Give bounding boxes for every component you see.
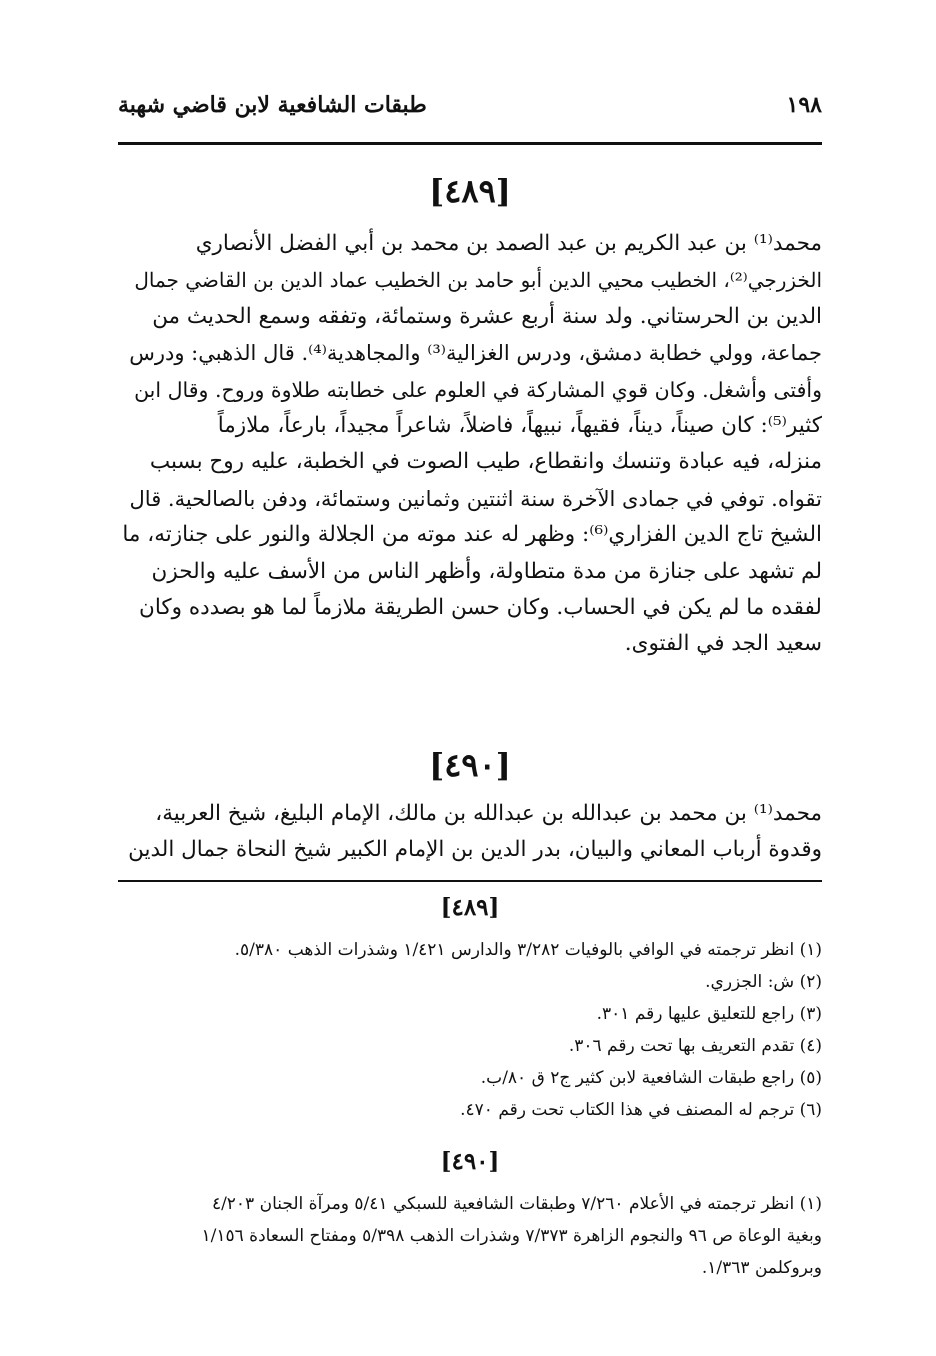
header-rule bbox=[118, 142, 822, 145]
text-line: لفقده ما لم يكن في الحساب. وكان حسن الطريقة ملازماً لما هو بصدده وكان bbox=[139, 594, 822, 620]
text-line: محمد⁽¹⁾ بن محمد بن عبدالله بن عبدالله بن مالك، الإمام البليغ، شيخ العربية، bbox=[155, 801, 822, 826]
footnote: (٤) تقدم التعريف بها تحت رقم ٣٠٦. bbox=[568, 1036, 822, 1056]
footnote: (١) انظر ترجمته في الوافي بالوفيات ٣/٢٨٢ والدارس ١/٤٢١ وشذرات الذهب ٥/٣٨٠. bbox=[234, 940, 822, 960]
text-line: لم تشهد على جنازة من مدة متطاولة، وأظهر الناس من الأسف عليه والحزن bbox=[151, 558, 822, 584]
footnote: (١) انظر ترجمته في الأعلام ٧/٢٦٠ وطبقات الشافعية للسبكي ٥/٤١ ومرآة الجنان ٤/٢٠٣ bbox=[211, 1194, 822, 1214]
page-header bbox=[118, 92, 822, 122]
footnote-heading-489: [٤٨٩] bbox=[440, 894, 500, 921]
book-title: طبقات الشافعية لابن قاضي شهبة bbox=[118, 92, 427, 118]
footnote: (٣) راجع للتعليق عليها رقم ٣٠١. bbox=[596, 1004, 822, 1024]
page-number: ١٩٨ bbox=[786, 92, 822, 118]
footnote: (٥) راجع طبقات الشافعية لابن كثير ج٢ ق ٨٠/ب. bbox=[480, 1068, 822, 1088]
footnotes-490 bbox=[118, 1188, 822, 1284]
text-line: وأفتى وأشغل. وكان قوي المشاركة في العلوم على خطابته طلاوة وروح. وقال ابن bbox=[134, 377, 822, 402]
footnote: (٢) ش: الجزري. bbox=[705, 972, 822, 992]
text-line: جماعة، وولي خطابة دمشق، ودرس الغزالية⁽³⁾ والمجاهدية⁽⁴⁾. قال الذهبي: ودرس bbox=[129, 341, 822, 366]
entry-body-489 bbox=[118, 226, 822, 663]
text-line: محمد⁽¹⁾ بن عبد الكريم بن عبد الصمد بن محمد بن أبي الفضل الأنصاري bbox=[195, 231, 822, 256]
footnote-rule bbox=[118, 880, 822, 882]
footnote-heading-490: [٤٩٠] bbox=[440, 1148, 500, 1175]
entry-heading-490: [٤٩٠] bbox=[429, 746, 511, 784]
text-line: وقدوة أرباب المعاني والبيان، بدر الدين بن الإمام الكبير شيخ النحاة جمال الدين bbox=[128, 837, 822, 863]
text-line: كثير⁽⁵⁾: كان صيناً، ديناً، فقيهاً، نبيهاً، فاضلاً، شاعراً مجيداً، بارعاً، ملازماً bbox=[217, 412, 822, 438]
entry-body-490 bbox=[118, 796, 822, 869]
footnote: وبغية الوعاة ص ٩٦ والنجوم الزاهرة ٧/٣٧٣ وشذرات الذهب ٥/٣٩٨ ومفتاح السعادة ١/١٥٦ bbox=[201, 1226, 822, 1246]
text-line: الخزرجي⁽²⁾، الخطيب محيي الدين أبو حامد بن الخطيب عماد الدين بن القاضي جمال bbox=[134, 268, 822, 293]
text-line: تقواه. توفي في جمادى الآخرة سنة اثنتين وثمانين وستمائة، ودفن بالصالحية. قال bbox=[129, 486, 822, 511]
text-line: سعيد الجد في الفتوى. bbox=[624, 631, 822, 657]
text-line: منزله، فيه عبادة وتنسك وانقطاع، طيب الصوت في الخطبة، عليه روح بسبب bbox=[149, 449, 822, 475]
footnote: وبروكلمن ١/٣٦٣. bbox=[701, 1258, 822, 1278]
footnote: (٦) ترجم له المصنف في هذا الكتاب تحت رقم ٤٧٠. bbox=[460, 1100, 822, 1120]
footnotes-489 bbox=[118, 934, 822, 1126]
entry-heading-489: [٤٨٩] bbox=[429, 172, 511, 210]
text-line: الشيخ تاج الدين الفزاري⁽⁶⁾: وظهر له عند موته من الجلالة والنور على جنازته، ما bbox=[122, 522, 822, 548]
text-line: الدين بن الحرستاني. ولد سنة أربع عشرة وستمائة، وتفقه وسمع الحديث من bbox=[152, 303, 822, 329]
